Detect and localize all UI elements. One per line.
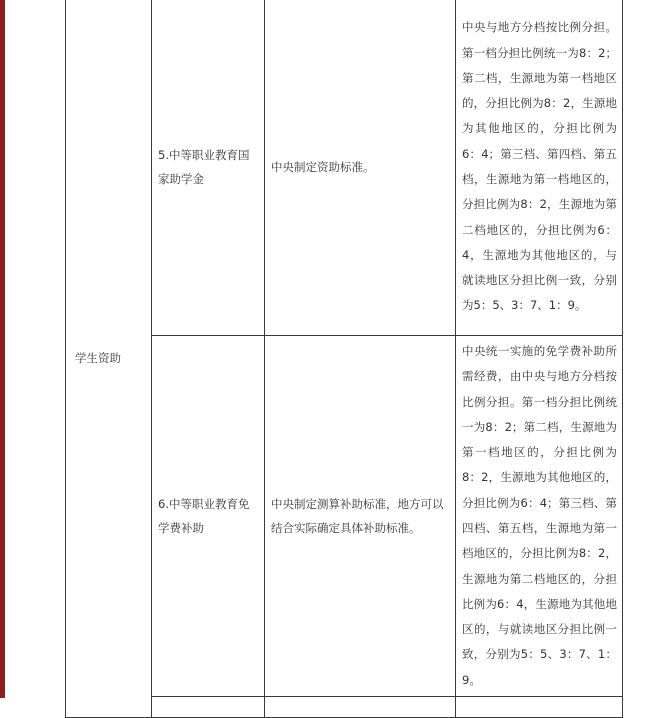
- standard-cell: [265, 336, 456, 697]
- standard-cell: [265, 0, 456, 336]
- item-name: 5.中等职业教育国家助学金: [158, 148, 250, 186]
- category-cell: [66, 0, 152, 718]
- item-cell: [152, 0, 265, 336]
- category-label: 学生资助: [75, 351, 121, 365]
- standard-cell-empty: [265, 697, 456, 718]
- sharing-cell: [456, 336, 623, 697]
- standard-text: 中央制定资助标准。: [271, 160, 375, 174]
- sharing-text: 中央统一实施的免学费补助所需经费，由中央与地方分档按比例分担。第一档分担比例统一为8：2；第二档，生源地为第一档地区的，分担比例为8：2，生源地为其他地区的，分担比例为6：4；第三档、第四档、第五档，生源地为第一档地区的，分担比例为8：2，生源地为第二档地区的，分担比例为6：4，生源地为其他地区的，与就读地区分担比例一致，分别为5：5、3：7、1：9。: [462, 343, 617, 687]
- table-row: [66, 0, 623, 336]
- item-name: 6.中等职业教育免学费补助: [158, 497, 250, 535]
- item-cell-empty: [152, 697, 265, 718]
- item-cell: [152, 336, 265, 697]
- standard-text: 中央制定测算补助标准，地方可以结合实际确定具体补助标准。: [271, 497, 444, 535]
- sharing-cell: [456, 0, 623, 336]
- sharing-text: 中央与地方分档按比例分担。第一档分担比例统一为8：2；第二档，生源地为第一档地区的，分担比例为8：2，生源地为其他地区的，分担比例为6：4；第三档、第四档、第五档，生源地为第一档地区的，分担比例为8：2，生源地为第二档地区的，分担比例为6：4，生源地为其他地区的，与就读地区分担比例一致，分别为5：5、3：7、1：9。: [462, 20, 617, 313]
- sharing-cell-empty: [456, 697, 623, 718]
- policy-table: [65, 0, 623, 718]
- left-accent-bar: [0, 0, 5, 698]
